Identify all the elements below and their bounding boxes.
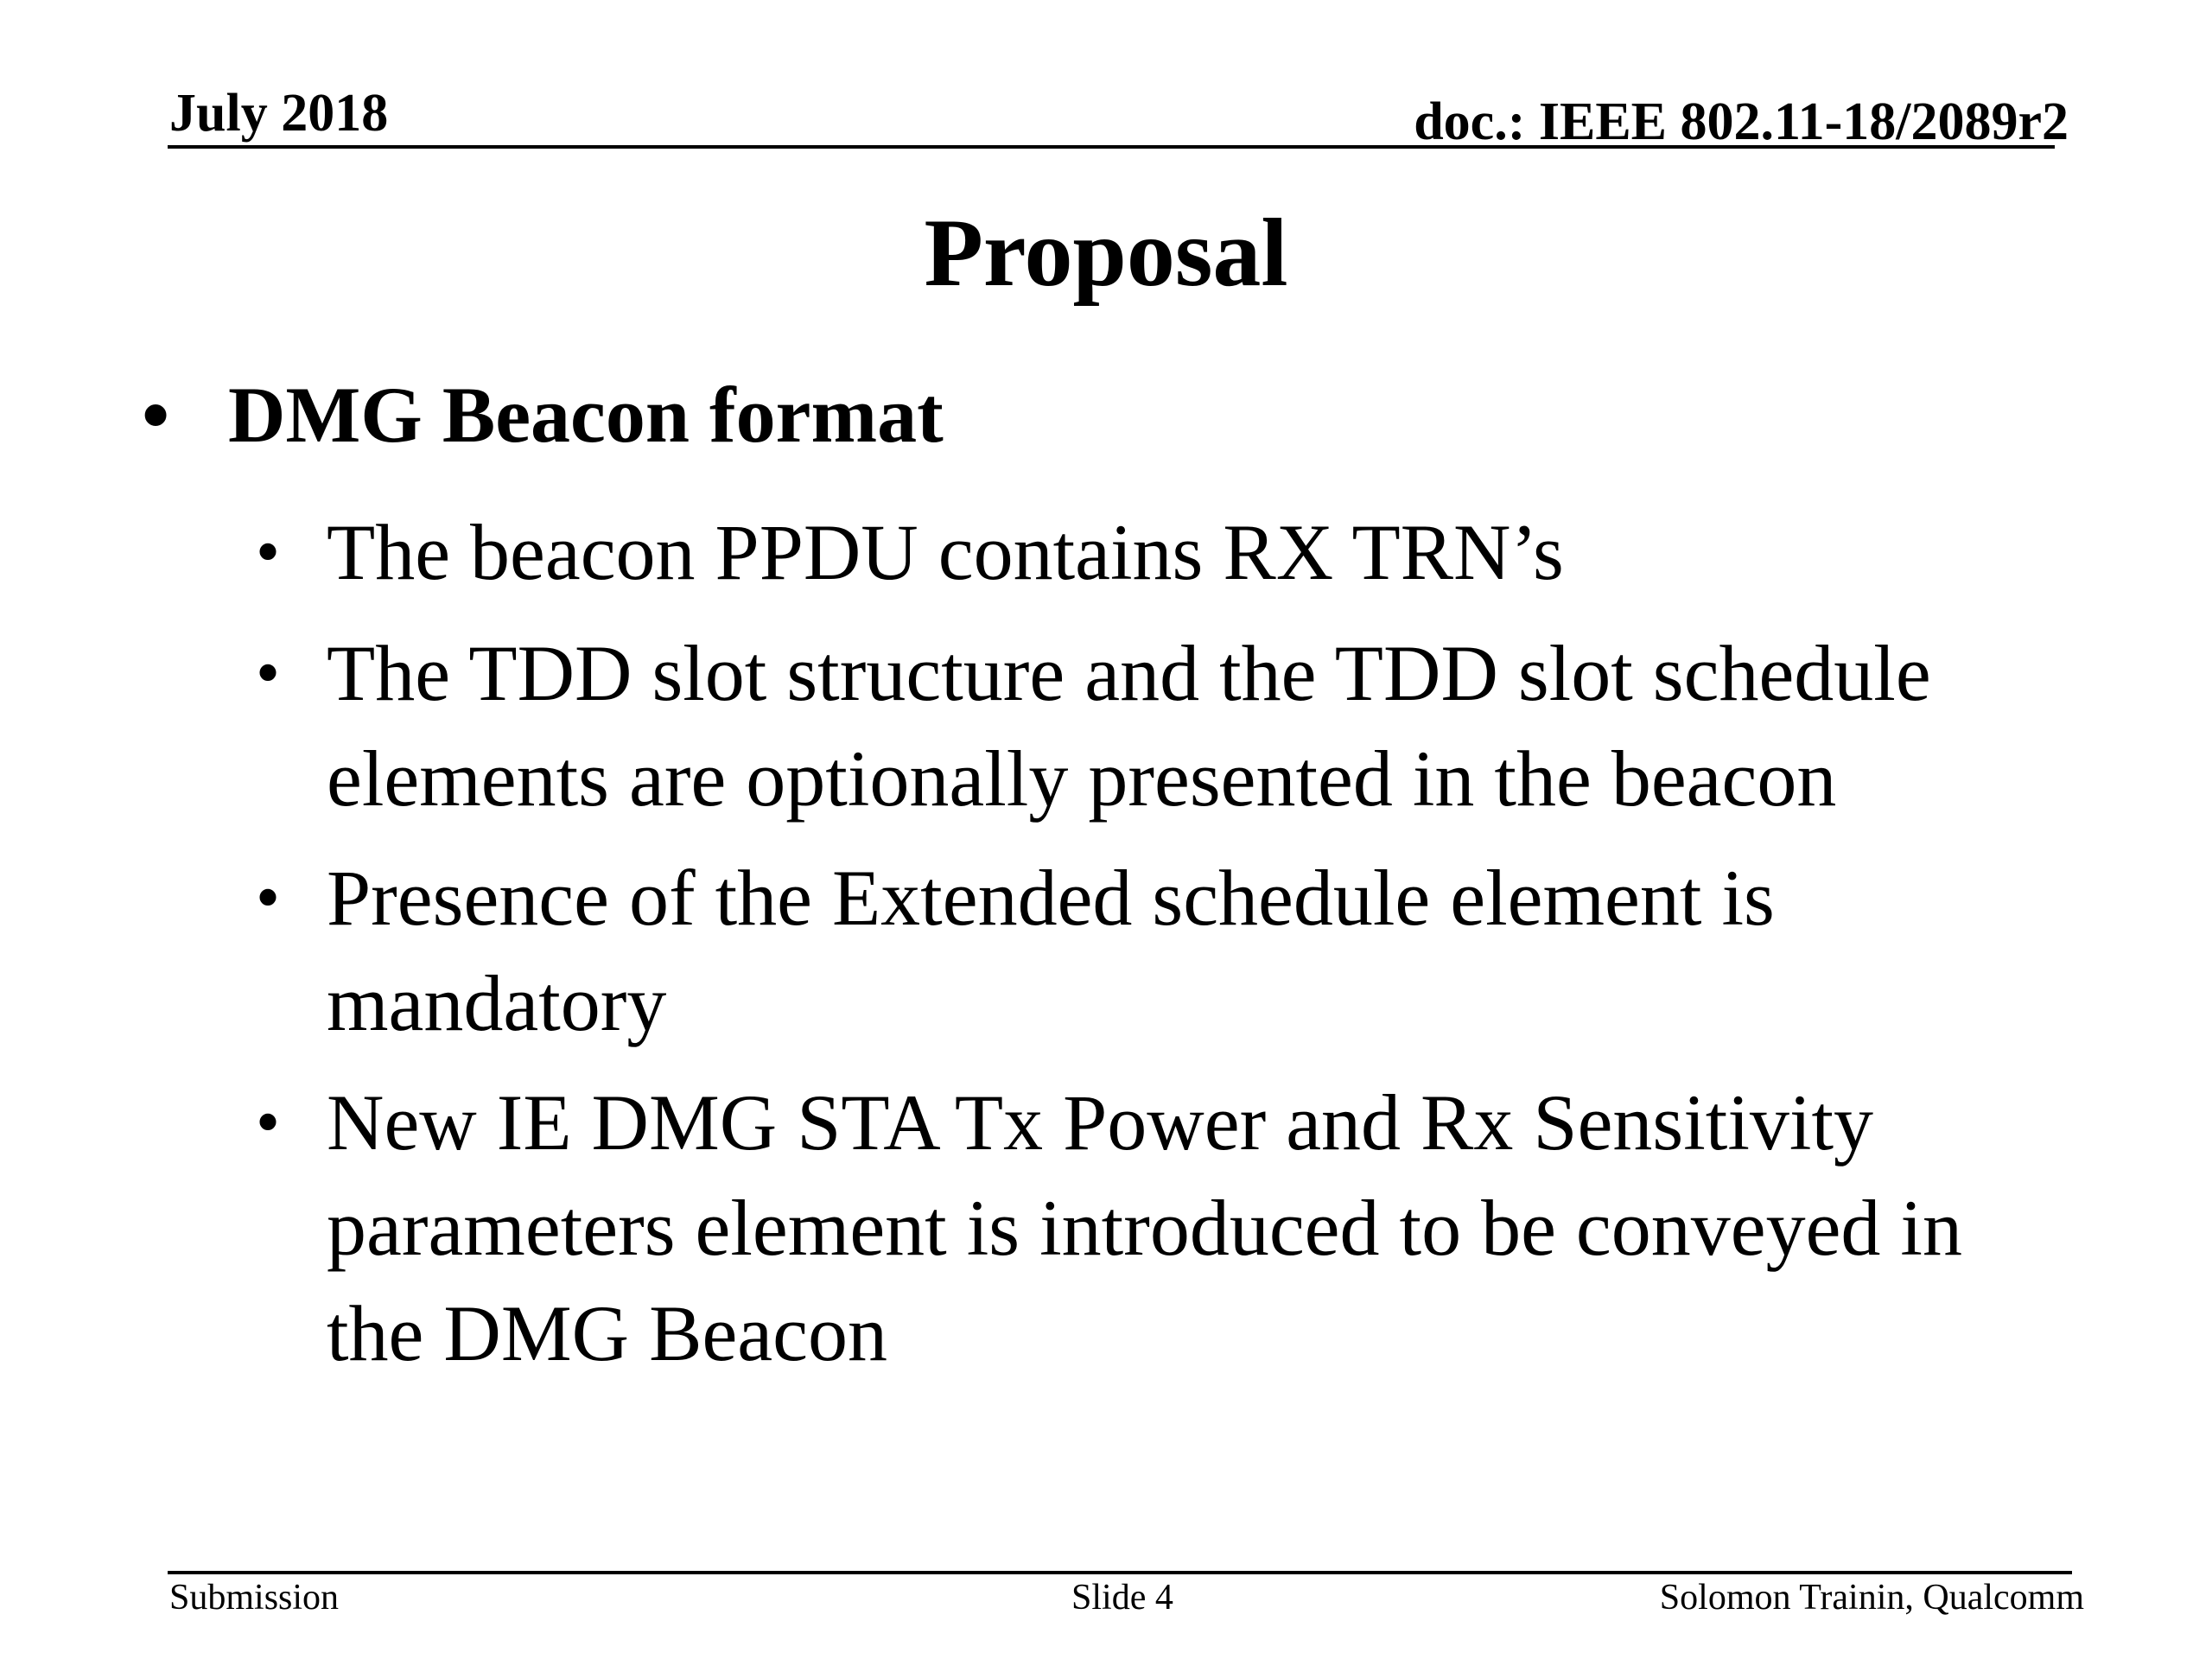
- bullet-marker: •: [256, 1084, 281, 1160]
- bullet-level1-text: DMG Beacon format: [228, 371, 944, 459]
- footer-author: Solomon Trainin, Qualcomm: [1659, 1578, 2084, 1618]
- footer-submission: Submission: [169, 1578, 340, 1618]
- footer-divider: [168, 1571, 2072, 1574]
- bullet-marker: •: [256, 514, 281, 590]
- bullet-level2-text: The TDD slot structure and the TDD slot schedule elements are optionally presented in the beacon: [327, 629, 1931, 823]
- slide-title: Proposal: [924, 200, 1288, 307]
- bullet-level2-text: Presence of the Extended schedule element is mandatory: [327, 854, 1775, 1047]
- header-divider: [168, 145, 2055, 149]
- bullet-level2-text: The beacon PPDU contains RX TRN’s: [327, 508, 1564, 596]
- bullet-marker: •: [142, 371, 170, 459]
- header-date: July 2018: [169, 84, 389, 143]
- footer-slide-number: Slide 4: [1071, 1578, 1173, 1618]
- header-doc-id: doc.: IEEE 802.11-18/2089r2: [1414, 92, 2069, 151]
- bullet-marker: •: [256, 635, 281, 711]
- bullet-level2-text: New IE DMG STA Tx Power and Rx Sensitivity parameters element is introduced to be conveyed in the DMG Beacon: [327, 1078, 1962, 1377]
- bullet-marker: •: [256, 860, 281, 936]
